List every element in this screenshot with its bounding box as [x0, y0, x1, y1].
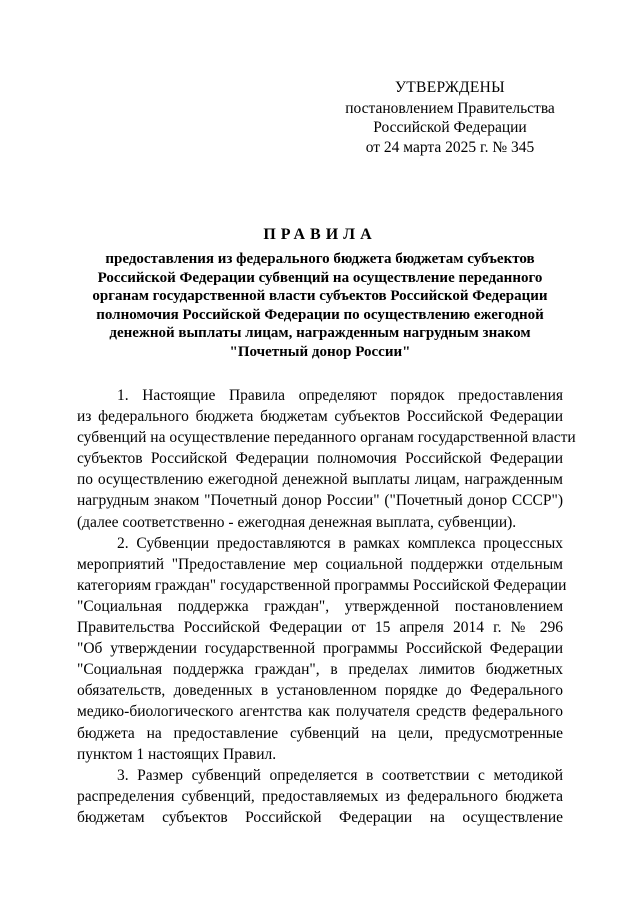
subtitle-line: полномочия Российской Федерации по осуществлению ежегодной	[96, 306, 544, 323]
approval-line: от 24 марта 2025 г. № 345	[365, 138, 535, 156]
text-line: по осуществлению ежегодной денежной выплаты лицам, награжденным	[77, 471, 563, 489]
text-line: 1. Настоящие Правила определяют порядок предоставления	[117, 387, 563, 404]
approval-line: Российской Федерации	[373, 119, 527, 136]
approval-heading: УТВЕРЖДЕНЫ	[395, 79, 505, 96]
text-line: Правительства Российской Федерации от 15 апреля 2014 г. № 296	[77, 619, 563, 637]
text-line: бюджета на предоставление субвенций на цели, предусмотренные	[77, 724, 563, 742]
paragraph-2	[77, 533, 567, 765]
paragraph-3	[77, 765, 563, 828]
text-line: категориям граждан" государственной программы Российской Федерации	[77, 576, 567, 594]
text-line: из федерального бюджета бюджетам субъектов Российской Федерации	[77, 408, 563, 426]
text-line: медико-биологического агентства как получателя средств федерального	[77, 703, 563, 721]
subtitle-line: Российской Федерации субвенций на осуществление переданного	[97, 269, 543, 286]
text-line: бюджетам субъектов Российской Федерации на осуществление	[77, 808, 563, 826]
text-line: нагрудным знаком "Почетный донор России" ("Почетный донор СССР")	[77, 492, 563, 510]
subtitle-line: "Почетный донор России"	[229, 343, 411, 360]
text-line: обязательств, доведенных в установленном порядке до Федерального	[77, 682, 563, 700]
text-line: "Об утверждении государственной программы Российской Федерации	[77, 640, 563, 658]
text-line: (далее соответственно - ежегодная денежная выплата, субвенции).	[77, 513, 517, 531]
text-line: 3. Размер субвенций определяется в соответствии с методикой	[117, 766, 563, 784]
paragraph-1	[77, 385, 576, 533]
document-body	[77, 385, 576, 828]
subtitle-line: предоставления из федерального бюджета бюджетам субъектов	[105, 251, 535, 267]
text-line: распределения субвенций, предоставляемых из федерального бюджета	[77, 787, 563, 805]
text-line: "Социальная поддержка граждан", в пределах лимитов бюджетных	[77, 661, 563, 679]
text-line: пунктом 1 настоящих Правил.	[77, 745, 277, 763]
approval-block	[330, 78, 570, 157]
text-line: субвенций на осуществление переданного органам государственной власти	[77, 429, 576, 447]
text-line: 2. Субвенции предоставляются в рамках комплекса процессных	[117, 534, 563, 552]
text-line: субъектов Российской Федерации полномочия Российской Федерации	[77, 450, 563, 468]
subtitle-line: денежной выплаты лицам, награжденным нагрудным знаком	[109, 325, 531, 342]
subtitle-line: органам государственной власти субъектов Российской Федерации	[92, 288, 548, 305]
document-title: ПРАВИЛА	[263, 226, 377, 243]
text-line: мероприятий "Предоставление мер социальной поддержки отдельным	[77, 555, 563, 573]
approval-line: постановлением Правительства	[345, 99, 555, 117]
document-subtitle	[80, 250, 560, 362]
text-line: "Социальная поддержка граждан", утвержденной постановлением	[77, 597, 563, 615]
